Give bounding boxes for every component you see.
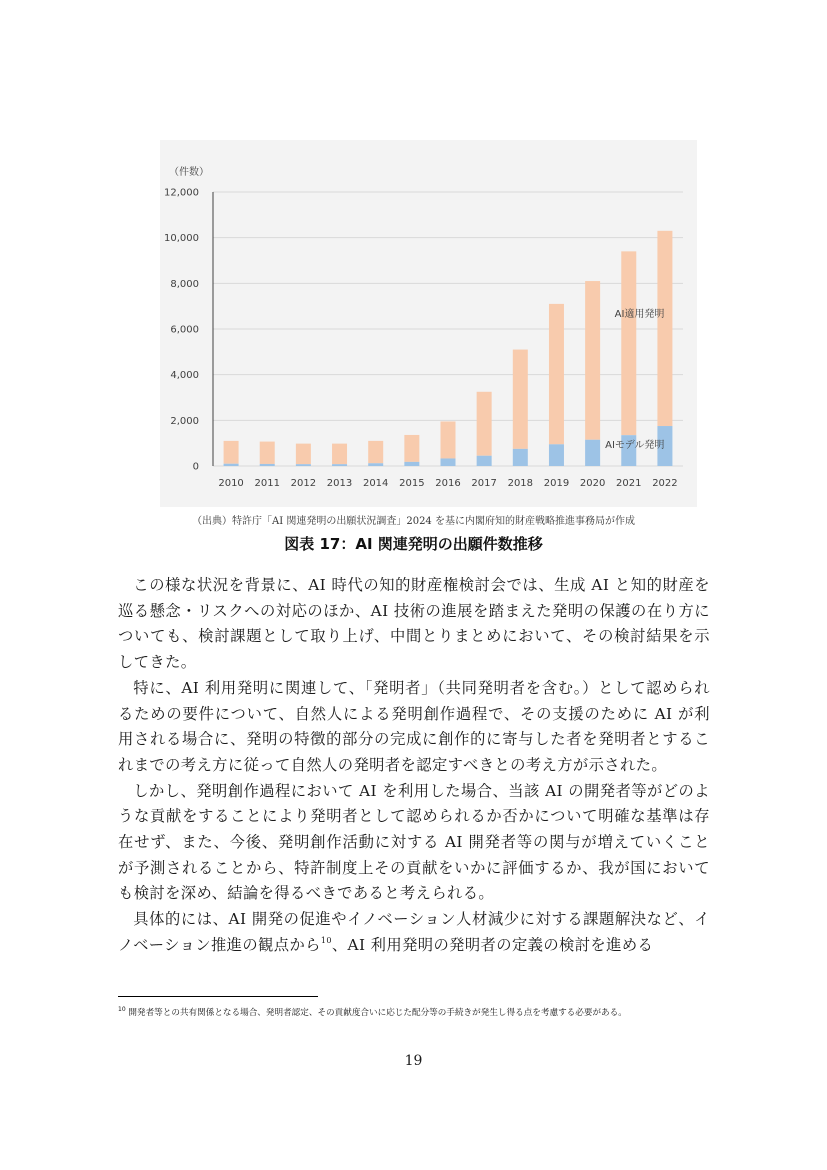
bar-ai-application (332, 444, 347, 465)
bar-ai-model (368, 463, 383, 466)
x-tick-label: 2019 (543, 478, 570, 489)
bar-ai-application (224, 441, 239, 464)
paragraph-3: しかし、発明創作過程において AI を利用した場合、当該 AI の開発者等がどのような貢献をすることにより発明者として認められるか否かについて明確な基準は存在せず、また、今後、発明創作活動に対する AI 開発者等の関与が増えていくことが予測されることから、特許制度上その貢献をいかに評価するか、我が国においても検討を深め、結論を得るべきであると考えられる。 (118, 781, 710, 903)
chart (160, 140, 697, 507)
x-tick-label: 2011 (254, 478, 280, 489)
x-tick-label: 2010 (218, 478, 244, 489)
bar-ai-model (332, 464, 347, 466)
series-label-ai-model: AIモデル発明 (605, 440, 665, 452)
x-tick-label: 2012 (290, 478, 317, 489)
series-label-ai-application: AI適用発明 (614, 308, 665, 320)
footnote-divider (118, 996, 318, 997)
bar-ai-model (296, 464, 311, 466)
paragraph-2: 特に、AI 利用発明に関連して、「発明者」（共同発明者を含む。）として認められるための要件について、自然人による発明創作過程で、その支援のために AI が利用される場合に、発明の特徴的部分の完成に創作的に寄与した者を発明者とするこれまでの考え方に従って自然人の発明者を認定すべきとの考え方が示された。 (118, 678, 710, 774)
bar-ai-model (260, 464, 275, 466)
bar-ai-model (224, 464, 239, 466)
x-tick-label: 2018 (507, 478, 534, 489)
x-tick-label: 2022 (652, 478, 678, 489)
paragraph-4-text-a: 具体的には、AI 開発の促進やイノベーション人材減少に対する課題解決など、イノベーション推進の観点から (118, 910, 710, 954)
footnote-number: 10 (118, 1006, 126, 1013)
body-text (118, 573, 710, 959)
y-tick-label: 8,000 (170, 278, 199, 290)
footnote (118, 1005, 710, 1022)
bar-ai-application (621, 251, 636, 435)
bar-ai-application (477, 392, 492, 456)
bar-ai-application (513, 350, 528, 449)
x-tick-label: 2021 (616, 478, 642, 489)
y-axis-label: （件数） (169, 167, 209, 178)
y-tick-label: 6,000 (170, 324, 199, 336)
figure-source-note: （出典）特許庁「AI 関連発明の出願状況調査」2024 を基に内閣府知的財産戦略推進事務局が作成 (192, 516, 635, 527)
bar-ai-model (404, 462, 419, 466)
bar-ai-application (585, 281, 600, 440)
bar-ai-model (513, 449, 528, 466)
y-tick-label: 2,000 (170, 415, 199, 427)
x-tick-label: 2014 (362, 478, 389, 489)
y-tick-label: 10,000 (164, 233, 199, 245)
bar-ai-application (368, 441, 383, 463)
footnote-ref: 10 (320, 935, 332, 945)
bar-ai-application (657, 231, 672, 426)
bar-ai-model (441, 458, 456, 466)
y-tick-label: 4,000 (170, 370, 199, 382)
page-number: 19 (404, 1053, 423, 1069)
bar-ai-model (477, 456, 492, 466)
x-tick-label: 2015 (399, 478, 425, 489)
paragraph-4 (118, 907, 710, 958)
bar-ai-model (585, 440, 600, 466)
bar-ai-application (296, 444, 311, 465)
y-tick-label: 12,000 (164, 187, 199, 199)
x-tick-label: 2016 (435, 478, 461, 489)
bar-ai-application (441, 421, 456, 458)
bar-ai-application (549, 304, 564, 444)
x-tick-label: 2017 (471, 478, 497, 489)
chart-svg (160, 140, 697, 507)
footnote-text: 開発者等との共有関係となる場合、発明者認定、その貢献度合いに応じた配分等の手続きが発生し得る点を考慮する必要がある。 (128, 1008, 627, 1018)
paragraph-4-text-b: 、AI 利用発明の発明者の定義の検討を進める (331, 935, 654, 954)
y-tick-label: 0 (192, 461, 199, 473)
bar-ai-model (549, 444, 564, 466)
x-tick-label: 2020 (579, 478, 606, 489)
paragraph-1: この様な状況を背景に、AI 時代の知的財産権検討会では、生成 AI と知的財産を巡る懸念・リスクへの対応のほか、AI 技術の進展を踏まえた発明の保護の在り方についても、検討課題として取り上げ、中間とりまとめにおいて、その検討結果を示してきた。 (118, 576, 710, 672)
bar-ai-application (260, 442, 275, 464)
figure-caption: 図表 17：AI 関連発明の出願件数推移 (284, 535, 543, 553)
bar-ai-application (404, 435, 419, 462)
x-tick-label: 2013 (326, 478, 353, 489)
